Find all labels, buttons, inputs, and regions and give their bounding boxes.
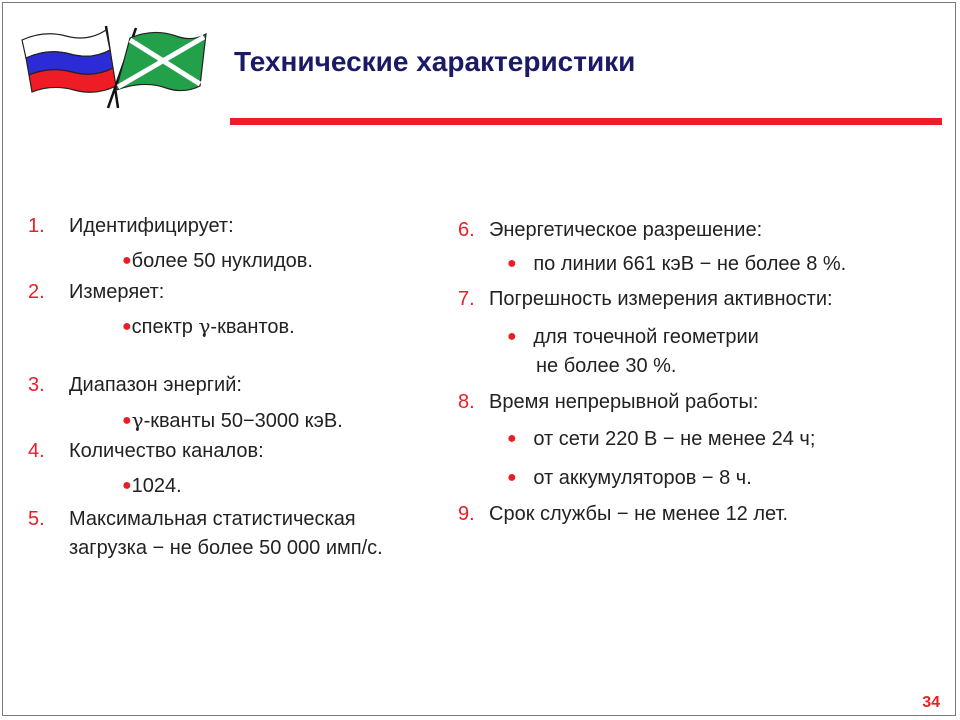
list-item: [507, 323, 759, 353]
sub-item-text: по линии 661 кэВ − не более 8 %.: [533, 253, 847, 275]
item-label-continuation: загрузка − не более 50 000 имп/с.: [69, 537, 383, 559]
item-label: Измеряет:: [69, 281, 165, 303]
sub-item-text: -кванты 50−3000 кэВ.: [143, 410, 343, 432]
item-label: Максимальная статистическая: [69, 508, 356, 530]
russia-flag-icon: [22, 26, 118, 108]
bullet-icon: ●: [122, 252, 132, 269]
sub-item-text: -квантов.: [210, 316, 295, 338]
sub-item-text: 1024.: [131, 475, 182, 497]
item-label: Погрешность измерения активности:: [489, 288, 833, 310]
item-number: 5.: [28, 508, 45, 530]
sub-item-text: более 50 нуклидов.: [131, 250, 313, 272]
bullet-icon: ●: [507, 255, 517, 272]
item-number: 1.: [28, 215, 45, 237]
gamma-symbol: γ: [131, 408, 144, 432]
item-number: 4.: [28, 440, 45, 462]
page-number: 34: [922, 694, 940, 711]
item-label: Идентифицирует:: [69, 215, 234, 237]
item-label: Время непрерывной работы:: [489, 391, 759, 413]
item-number: 6.: [458, 219, 475, 241]
list-item: [122, 472, 182, 502]
bullet-icon: ●: [122, 477, 132, 494]
list-item: [507, 425, 815, 455]
item-number: 7.: [458, 288, 475, 310]
list-item: [122, 247, 313, 277]
bullet-icon: ●: [507, 469, 517, 486]
list-item: [122, 406, 343, 437]
list-item: [507, 250, 846, 280]
item-number: 8.: [458, 391, 475, 413]
item-number: 2.: [28, 281, 45, 303]
item-number: 9.: [458, 503, 475, 525]
gamma-symbol: γ: [198, 314, 211, 338]
flags-emblem: [14, 20, 214, 115]
list-item: [122, 312, 295, 343]
list-item: [507, 464, 752, 494]
bullet-icon: ●: [122, 318, 132, 335]
bullet-icon: ●: [507, 328, 517, 345]
sub-item-text: от аккумуляторов − 8 ч.: [533, 467, 752, 489]
bullet-icon: ●: [507, 430, 517, 447]
bullet-icon: ●: [122, 412, 132, 429]
item-label: Количество каналов:: [69, 440, 264, 462]
sub-item-text: для точечной геометрии: [533, 326, 759, 348]
sub-item-text: спектр: [131, 316, 199, 338]
title-underline: [230, 118, 942, 125]
item-number: 3.: [28, 374, 45, 396]
page-title: Технические характеристики: [234, 46, 636, 77]
sub-item-text: от сети 220 В − не менее 24 ч;: [533, 428, 816, 450]
green-saltire-flag-icon: [108, 28, 206, 108]
item-label: Диапазон энергий:: [69, 374, 242, 396]
item-label: Энергетическое разрешение:: [489, 219, 763, 241]
item-label: Срок службы − не менее 12 лет.: [489, 503, 788, 525]
sub-item-continuation: не более 30 %.: [536, 355, 677, 377]
